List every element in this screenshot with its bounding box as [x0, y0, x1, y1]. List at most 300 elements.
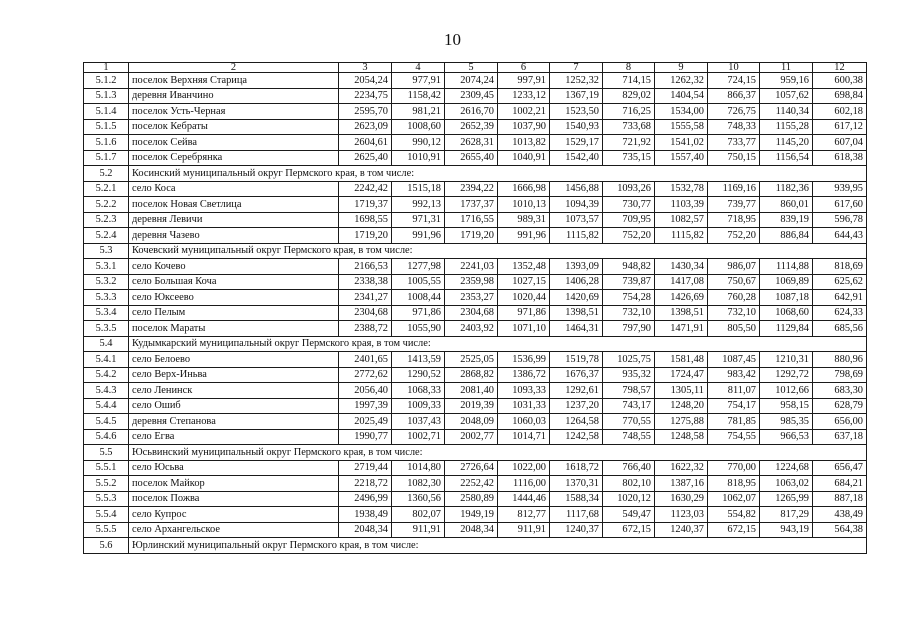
tariff-value: 802,10 [603, 476, 655, 492]
tariff-value: 726,75 [708, 104, 760, 120]
tariff-value: 1264,58 [550, 414, 603, 430]
tariff-value: 1471,91 [655, 321, 708, 337]
settlement-name: поселок Верхняя Старица [129, 73, 339, 89]
settlement-name: деревня Чазево [129, 228, 339, 244]
row-number: 5.3.3 [84, 290, 129, 306]
column-number: 10 [708, 63, 760, 73]
tariff-value: 1426,69 [655, 290, 708, 306]
row-number: 5.2.1 [84, 181, 129, 197]
tariff-value: 1068,60 [760, 305, 813, 321]
table-row [84, 290, 867, 306]
table-row [84, 181, 867, 197]
tariff-value: 2242,42 [339, 181, 392, 197]
tariff-value: 1557,40 [655, 150, 708, 166]
tariff-value: 2359,98 [445, 274, 498, 290]
tariff-value: 971,31 [392, 212, 445, 228]
row-number: 5.4.3 [84, 383, 129, 399]
tariff-value: 1008,60 [392, 119, 445, 135]
tariff-value: 1265,99 [760, 491, 813, 507]
section-title: Юсьвинский муниципальный округ Пермского края, в том числе: [129, 445, 867, 461]
tariff-value: 1093,26 [603, 181, 655, 197]
tariff-value: 750,15 [708, 150, 760, 166]
tariff-value: 721,92 [603, 135, 655, 151]
tariff-value: 2166,53 [339, 259, 392, 275]
tariff-value: 1523,50 [550, 104, 603, 120]
tariff-value: 1618,72 [550, 460, 603, 476]
row-number: 5.3.5 [84, 321, 129, 337]
tariff-value: 812,77 [498, 507, 550, 523]
tariff-value: 1541,02 [655, 135, 708, 151]
section-row [84, 243, 867, 259]
section-row [84, 336, 867, 352]
tariff-value: 2604,61 [339, 135, 392, 151]
tariff-value: 911,91 [498, 522, 550, 538]
table-row [84, 135, 867, 151]
tariff-value: 1581,48 [655, 352, 708, 368]
tariff-value: 1406,28 [550, 274, 603, 290]
tariff-value: 2772,62 [339, 367, 392, 383]
column-number: 3 [339, 63, 392, 73]
row-number: 5.2.2 [84, 197, 129, 213]
table-row [84, 274, 867, 290]
tariff-value: 1014,80 [392, 460, 445, 476]
tariff-value: 1005,55 [392, 274, 445, 290]
section-title: Косинский муниципальный округ Пермского края, в том числе: [129, 166, 867, 182]
tariff-value: 1622,32 [655, 460, 708, 476]
row-number: 5.1.5 [84, 119, 129, 135]
tariff-value: 971,86 [498, 305, 550, 321]
tariff-value: 656,47 [813, 460, 867, 476]
tariff-value: 698,84 [813, 88, 867, 104]
table-row [84, 150, 867, 166]
tariff-value: 2048,09 [445, 414, 498, 430]
tariff-value: 797,90 [603, 321, 655, 337]
tariff-value: 602,18 [813, 104, 867, 120]
tariff-value: 1464,31 [550, 321, 603, 337]
tariff-value: 2341,27 [339, 290, 392, 306]
tariff-value: 1536,99 [498, 352, 550, 368]
tariff-value: 1114,88 [760, 259, 813, 275]
row-number: 5.5.4 [84, 507, 129, 523]
tariff-value: 656,00 [813, 414, 867, 430]
tariff-value: 2241,03 [445, 259, 498, 275]
tariff-value: 2616,70 [445, 104, 498, 120]
section-title: Юрлинский муниципальный округ Пермского края, в том числе: [129, 538, 867, 554]
tariff-value: 2048,34 [445, 522, 498, 538]
tariff-value: 724,15 [708, 73, 760, 89]
tariff-value: 685,56 [813, 321, 867, 337]
tariff-value: 866,37 [708, 88, 760, 104]
column-number: 1 [84, 63, 129, 73]
tariff-value: 754,17 [708, 398, 760, 414]
tariff-value: 2595,70 [339, 104, 392, 120]
column-number: 6 [498, 63, 550, 73]
tariff-value: 754,55 [708, 429, 760, 445]
tariff-value: 2353,27 [445, 290, 498, 306]
settlement-name: село Ленинск [129, 383, 339, 399]
tariff-value: 2048,34 [339, 522, 392, 538]
table-row [84, 522, 867, 538]
settlement-name: село Пелым [129, 305, 339, 321]
tariff-value: 596,78 [813, 212, 867, 228]
section-number: 5.4 [84, 336, 129, 352]
tariff-value: 966,53 [760, 429, 813, 445]
tariff-value: 1063,02 [760, 476, 813, 492]
settlement-name: село Юсьва [129, 460, 339, 476]
tariff-value: 1370,31 [550, 476, 603, 492]
tariff-value: 752,20 [708, 228, 760, 244]
row-number: 5.4.1 [84, 352, 129, 368]
tariff-value: 2019,39 [445, 398, 498, 414]
row-number: 5.4.5 [84, 414, 129, 430]
tariff-value: 617,60 [813, 197, 867, 213]
tariff-value: 600,38 [813, 73, 867, 89]
tariff-table [83, 62, 867, 554]
tariff-value: 754,28 [603, 290, 655, 306]
table-row [84, 476, 867, 492]
tariff-value: 1087,45 [708, 352, 760, 368]
table-row [84, 197, 867, 213]
settlement-name: село Коса [129, 181, 339, 197]
tariff-value: 2719,44 [339, 460, 392, 476]
tariff-value: 2655,40 [445, 150, 498, 166]
table-row [84, 491, 867, 507]
tariff-value: 880,96 [813, 352, 867, 368]
tariff-value: 1417,08 [655, 274, 708, 290]
settlement-name: деревня Степанова [129, 414, 339, 430]
tariff-value: 718,95 [708, 212, 760, 228]
tariff-value: 943,19 [760, 522, 813, 538]
tariff-value: 2304,68 [445, 305, 498, 321]
page-number: 10 [444, 30, 461, 49]
tariff-value: 1037,43 [392, 414, 445, 430]
tariff-value: 1169,16 [708, 181, 760, 197]
tariff-value: 1938,49 [339, 507, 392, 523]
tariff-value: 564,38 [813, 522, 867, 538]
tariff-value: 766,40 [603, 460, 655, 476]
tariff-value: 1456,88 [550, 181, 603, 197]
row-number: 5.2.4 [84, 228, 129, 244]
tariff-value: 1071,10 [498, 321, 550, 337]
column-number: 9 [655, 63, 708, 73]
tariff-value: 1123,03 [655, 507, 708, 523]
tariff-value: 2401,65 [339, 352, 392, 368]
tariff-value: 1555,58 [655, 119, 708, 135]
tariff-value: 886,84 [760, 228, 813, 244]
tariff-value: 1025,75 [603, 352, 655, 368]
tariff-value: 1027,15 [498, 274, 550, 290]
tariff-value: 1082,30 [392, 476, 445, 492]
tariff-value: 817,29 [760, 507, 813, 523]
tariff-value: 935,32 [603, 367, 655, 383]
row-number: 5.4.4 [84, 398, 129, 414]
tariff-value: 986,07 [708, 259, 760, 275]
table-row [84, 460, 867, 476]
tariff-value: 997,91 [498, 73, 550, 89]
section-number: 5.6 [84, 538, 129, 554]
tariff-value: 748,33 [708, 119, 760, 135]
tariff-value: 990,12 [392, 135, 445, 151]
tariff-value: 1068,33 [392, 383, 445, 399]
settlement-name: поселок Серебрянка [129, 150, 339, 166]
tariff-value: 1116,00 [498, 476, 550, 492]
tariff-value: 1248,20 [655, 398, 708, 414]
tariff-value: 1158,42 [392, 88, 445, 104]
tariff-value: 1398,51 [550, 305, 603, 321]
tariff-value: 1140,34 [760, 104, 813, 120]
tariff-value: 1387,16 [655, 476, 708, 492]
tariff-value: 1275,88 [655, 414, 708, 430]
tariff-value: 2868,82 [445, 367, 498, 383]
tariff-value: 1529,17 [550, 135, 603, 151]
tariff-value: 1013,82 [498, 135, 550, 151]
tariff-value: 1542,40 [550, 150, 603, 166]
tariff-value: 991,96 [498, 228, 550, 244]
tariff-value: 1129,84 [760, 321, 813, 337]
tariff-value: 1210,31 [760, 352, 813, 368]
tariff-value: 1094,39 [550, 197, 603, 213]
tariff-value: 750,67 [708, 274, 760, 290]
tariff-value: 628,79 [813, 398, 867, 414]
tariff-value: 2074,24 [445, 73, 498, 89]
tariff-value: 1037,90 [498, 119, 550, 135]
table-row [84, 104, 867, 120]
tariff-value: 887,18 [813, 491, 867, 507]
tariff-value: 1997,39 [339, 398, 392, 414]
tariff-value: 2252,42 [445, 476, 498, 492]
tariff-value: 818,69 [813, 259, 867, 275]
tariff-value: 2403,92 [445, 321, 498, 337]
tariff-value: 2496,99 [339, 491, 392, 507]
settlement-name: село Купрос [129, 507, 339, 523]
settlement-name: деревня Иванчино [129, 88, 339, 104]
tariff-value: 554,82 [708, 507, 760, 523]
tariff-value: 1040,91 [498, 150, 550, 166]
tariff-value: 948,82 [603, 259, 655, 275]
tariff-value: 805,50 [708, 321, 760, 337]
tariff-value: 818,95 [708, 476, 760, 492]
tariff-value: 607,04 [813, 135, 867, 151]
tariff-value: 1540,93 [550, 119, 603, 135]
tariff-value: 2628,31 [445, 135, 498, 151]
tariff-value: 2081,40 [445, 383, 498, 399]
tariff-value: 2054,24 [339, 73, 392, 89]
tariff-value: 1093,33 [498, 383, 550, 399]
tariff-value: 1009,33 [392, 398, 445, 414]
settlement-name: село Архангельское [129, 522, 339, 538]
tariff-value: 911,91 [392, 522, 445, 538]
tariff-value: 839,19 [760, 212, 813, 228]
tariff-value: 739,77 [708, 197, 760, 213]
tariff-value: 1532,78 [655, 181, 708, 197]
tariff-value: 991,96 [392, 228, 445, 244]
tariff-value: 798,57 [603, 383, 655, 399]
table-row [84, 73, 867, 89]
tariff-value: 1087,18 [760, 290, 813, 306]
tariff-value: 1115,82 [550, 228, 603, 244]
tariff-value: 1698,55 [339, 212, 392, 228]
row-number: 5.1.6 [84, 135, 129, 151]
tariff-value: 735,15 [603, 150, 655, 166]
settlement-name: деревня Левичи [129, 212, 339, 228]
table-row [84, 321, 867, 337]
tariff-value: 992,13 [392, 197, 445, 213]
settlement-name: поселок Майкор [129, 476, 339, 492]
section-number: 5.3 [84, 243, 129, 259]
section-title: Кочевский муниципальный округ Пермского края, в том числе: [129, 243, 867, 259]
tariff-value: 1103,39 [655, 197, 708, 213]
tariff-value: 971,86 [392, 305, 445, 321]
tariff-value: 1155,28 [760, 119, 813, 135]
tariff-value: 1002,21 [498, 104, 550, 120]
tariff-value: 1534,00 [655, 104, 708, 120]
tariff-value: 1014,71 [498, 429, 550, 445]
tariff-value: 958,15 [760, 398, 813, 414]
tariff-value: 1277,98 [392, 259, 445, 275]
table-row [84, 228, 867, 244]
tariff-value: 672,15 [603, 522, 655, 538]
tariff-value: 1630,29 [655, 491, 708, 507]
tariff-value: 1420,69 [550, 290, 603, 306]
row-number: 5.1.2 [84, 73, 129, 89]
settlement-name: поселок Пожва [129, 491, 339, 507]
tariff-value: 1290,52 [392, 367, 445, 383]
table-row [84, 259, 867, 275]
tariff-value: 1156,54 [760, 150, 813, 166]
table-row [84, 429, 867, 445]
tariff-value: 683,30 [813, 383, 867, 399]
tariff-value: 672,15 [708, 522, 760, 538]
settlement-name: село Верх-Иньва [129, 367, 339, 383]
tariff-value: 1292,61 [550, 383, 603, 399]
tariff-value: 642,91 [813, 290, 867, 306]
tariff-value: 983,42 [708, 367, 760, 383]
section-title: Кудымкарский муниципальный округ Пермского края, в том числе: [129, 336, 867, 352]
tariff-value: 644,43 [813, 228, 867, 244]
tariff-value: 2056,40 [339, 383, 392, 399]
tariff-value: 1430,34 [655, 259, 708, 275]
row-number: 5.5.1 [84, 460, 129, 476]
tariff-value: 770,55 [603, 414, 655, 430]
tariff-value: 2625,40 [339, 150, 392, 166]
tariff-value: 709,95 [603, 212, 655, 228]
row-number: 5.1.7 [84, 150, 129, 166]
table-row [84, 212, 867, 228]
settlement-name: село Юксеево [129, 290, 339, 306]
table-row [84, 507, 867, 523]
tariff-value: 732,10 [603, 305, 655, 321]
tariff-value: 1398,51 [655, 305, 708, 321]
tariff-value: 1252,32 [550, 73, 603, 89]
tariff-value: 752,20 [603, 228, 655, 244]
tariff-value: 1020,44 [498, 290, 550, 306]
tariff-value: 1292,72 [760, 367, 813, 383]
settlement-name: село Ошиб [129, 398, 339, 414]
tariff-value: 1062,07 [708, 491, 760, 507]
tariff-value: 730,77 [603, 197, 655, 213]
row-number: 5.4.2 [84, 367, 129, 383]
settlement-name: село Большая Коча [129, 274, 339, 290]
column-number: 12 [813, 63, 867, 73]
tariff-value: 802,07 [392, 507, 445, 523]
table-row [84, 414, 867, 430]
tariff-value: 1444,46 [498, 491, 550, 507]
tariff-value: 1237,20 [550, 398, 603, 414]
tariff-value: 1022,00 [498, 460, 550, 476]
tariff-value: 1182,36 [760, 181, 813, 197]
tariff-value: 985,35 [760, 414, 813, 430]
tariff-value: 1305,11 [655, 383, 708, 399]
tariff-value: 1352,48 [498, 259, 550, 275]
tariff-value: 716,25 [603, 104, 655, 120]
tariff-value: 1716,55 [445, 212, 498, 228]
settlement-name: село Белоево [129, 352, 339, 368]
tariff-value: 1990,77 [339, 429, 392, 445]
row-number: 5.5.5 [84, 522, 129, 538]
column-number: 11 [760, 63, 813, 73]
tariff-value: 1002,71 [392, 429, 445, 445]
settlement-name: поселок Кебраты [129, 119, 339, 135]
tariff-value: 1404,54 [655, 88, 708, 104]
tariff-value: 939,95 [813, 181, 867, 197]
section-row [84, 445, 867, 461]
tariff-value: 1020,12 [603, 491, 655, 507]
tariff-value: 2025,49 [339, 414, 392, 430]
column-number: 2 [129, 63, 339, 73]
tariff-value: 637,18 [813, 429, 867, 445]
table-row [84, 367, 867, 383]
tariff-value: 798,69 [813, 367, 867, 383]
table-row [84, 119, 867, 135]
tariff-value: 2234,75 [339, 88, 392, 104]
tariff-value: 1117,68 [550, 507, 603, 523]
tariff-value: 770,00 [708, 460, 760, 476]
table-row [84, 383, 867, 399]
tariff-value: 1240,37 [550, 522, 603, 538]
column-number: 8 [603, 63, 655, 73]
tariff-value: 860,01 [760, 197, 813, 213]
tariff-value: 2388,72 [339, 321, 392, 337]
tariff-value: 2309,45 [445, 88, 498, 104]
tariff-value: 1588,34 [550, 491, 603, 507]
column-number: 7 [550, 63, 603, 73]
tariff-value: 1031,33 [498, 398, 550, 414]
tariff-value: 748,55 [603, 429, 655, 445]
row-number: 5.1.4 [84, 104, 129, 120]
row-number: 5.2.3 [84, 212, 129, 228]
tariff-value: 1115,82 [655, 228, 708, 244]
tariff-value: 2338,38 [339, 274, 392, 290]
tariff-value: 1242,58 [550, 429, 603, 445]
tariff-value: 1082,57 [655, 212, 708, 228]
tariff-value: 2652,39 [445, 119, 498, 135]
table-row [84, 398, 867, 414]
settlement-name: поселок Новая Светлица [129, 197, 339, 213]
settlement-name: поселок Усть-Черная [129, 104, 339, 120]
tariff-value: 739,87 [603, 274, 655, 290]
tariff-value: 989,31 [498, 212, 550, 228]
tariff-value: 1008,44 [392, 290, 445, 306]
tariff-value: 1073,57 [550, 212, 603, 228]
tariff-value: 438,49 [813, 507, 867, 523]
column-number: 5 [445, 63, 498, 73]
tariff-value: 1724,47 [655, 367, 708, 383]
tariff-value: 1413,59 [392, 352, 445, 368]
tariff-value: 1393,09 [550, 259, 603, 275]
tariff-value: 760,28 [708, 290, 760, 306]
section-number: 5.2 [84, 166, 129, 182]
tariff-value: 981,21 [392, 104, 445, 120]
